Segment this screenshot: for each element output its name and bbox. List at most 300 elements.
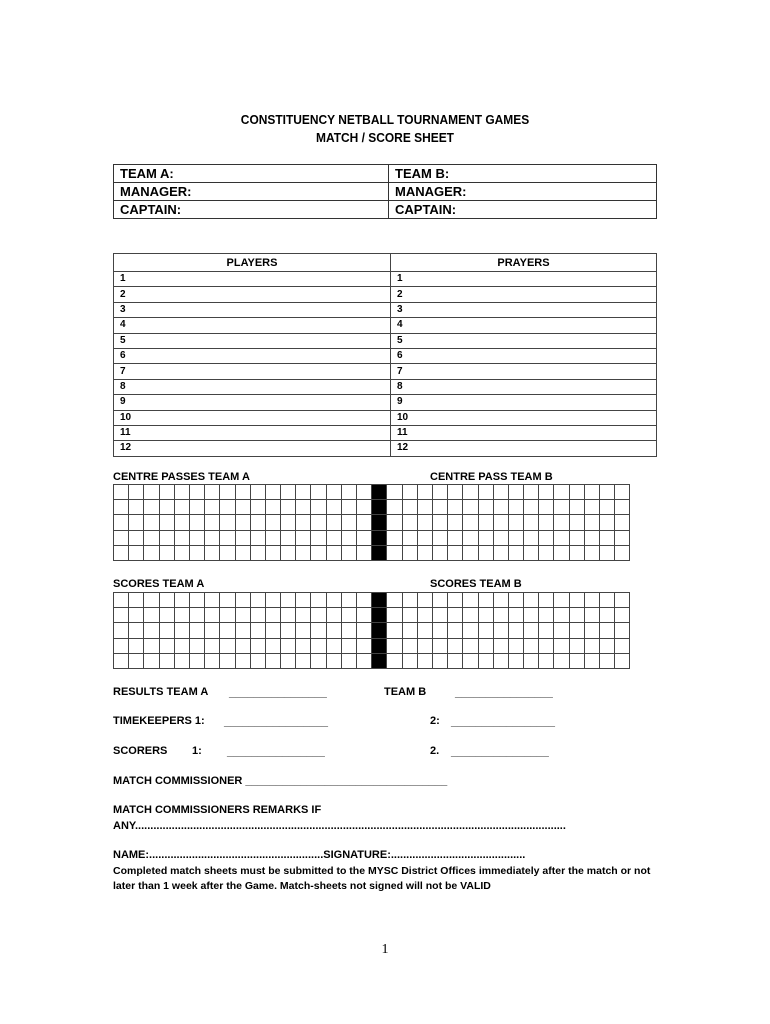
grid-cell[interactable]: [114, 653, 129, 668]
grid-cell[interactable]: [174, 500, 189, 515]
grid-cell[interactable]: [129, 653, 144, 668]
grid-cell[interactable]: [432, 485, 447, 500]
grid-cell[interactable]: [539, 608, 554, 623]
grid-cell[interactable]: [569, 515, 584, 530]
grid-cell[interactable]: [554, 530, 569, 545]
player-number-right[interactable]: 2: [391, 287, 657, 302]
grid-cell[interactable]: [539, 515, 554, 530]
grid-cell[interactable]: [220, 653, 235, 668]
grid-cell[interactable]: [311, 545, 326, 560]
grid-cell[interactable]: [144, 485, 159, 500]
grid-cell[interactable]: [357, 530, 372, 545]
player-number-right[interactable]: 6: [391, 348, 657, 363]
grid-cell[interactable]: [235, 545, 250, 560]
grid-cell[interactable]: [357, 593, 372, 608]
grid-cell[interactable]: [205, 500, 220, 515]
grid-cell[interactable]: [478, 593, 493, 608]
grid-cell[interactable]: [129, 623, 144, 638]
grid-cell[interactable]: [554, 485, 569, 500]
grid-cell[interactable]: [402, 623, 417, 638]
grid-cell[interactable]: [493, 530, 508, 545]
grid-cell[interactable]: [432, 653, 447, 668]
grid-cell[interactable]: [463, 593, 478, 608]
player-number-right[interactable]: 1: [391, 272, 657, 287]
grid-cell[interactable]: [524, 485, 539, 500]
grid-cell[interactable]: [174, 638, 189, 653]
grid-cell[interactable]: [524, 623, 539, 638]
grid-cell[interactable]: [463, 623, 478, 638]
grid-cell[interactable]: [478, 623, 493, 638]
grid-cell[interactable]: [326, 500, 341, 515]
grid-cell[interactable]: [235, 530, 250, 545]
grid-cell[interactable]: [554, 545, 569, 560]
grid-cell[interactable]: [402, 500, 417, 515]
grid-cell[interactable]: [250, 638, 265, 653]
grid-cell[interactable]: [205, 653, 220, 668]
grid-cell[interactable]: [311, 500, 326, 515]
grid-cell[interactable]: [144, 653, 159, 668]
grid-cell[interactable]: [129, 530, 144, 545]
grid-cell[interactable]: [387, 638, 402, 653]
grid-cell[interactable]: [539, 500, 554, 515]
grid-cell[interactable]: [341, 500, 356, 515]
grid-cell[interactable]: [387, 485, 402, 500]
grid-cell[interactable]: [493, 515, 508, 530]
grid-cell[interactable]: [311, 485, 326, 500]
grid-cell[interactable]: [402, 515, 417, 530]
grid-cell[interactable]: [584, 500, 599, 515]
grid-cell[interactable]: [311, 638, 326, 653]
grid-cell[interactable]: [189, 500, 204, 515]
grid-cell[interactable]: [189, 623, 204, 638]
grid-cell[interactable]: [615, 638, 630, 653]
grid-cell[interactable]: [311, 623, 326, 638]
grid-cell[interactable]: [539, 485, 554, 500]
grid-cell[interactable]: [448, 653, 463, 668]
grid-cell[interactable]: [114, 545, 129, 560]
grid-cell[interactable]: [311, 608, 326, 623]
grid-cell[interactable]: [463, 530, 478, 545]
grid-cell[interactable]: [114, 530, 129, 545]
grid-cell[interactable]: [235, 593, 250, 608]
grid-cell[interactable]: [189, 593, 204, 608]
grid-cell[interactable]: [205, 530, 220, 545]
grid-cell[interactable]: [144, 593, 159, 608]
grid-cell[interactable]: [296, 485, 311, 500]
grid-cell[interactable]: [220, 515, 235, 530]
grid-cell[interactable]: [220, 545, 235, 560]
grid-cell[interactable]: [311, 593, 326, 608]
player-number-left[interactable]: 12: [114, 441, 391, 456]
grid-cell[interactable]: [569, 530, 584, 545]
grid-cell[interactable]: [402, 653, 417, 668]
player-number-left[interactable]: 7: [114, 364, 391, 379]
grid-cell[interactable]: [402, 593, 417, 608]
grid-cell[interactable]: [493, 593, 508, 608]
grid-cell[interactable]: [357, 485, 372, 500]
grid-cell[interactable]: [524, 653, 539, 668]
grid-cell[interactable]: [600, 515, 615, 530]
player-number-right[interactable]: 7: [391, 364, 657, 379]
grid-cell[interactable]: [539, 530, 554, 545]
grid-cell[interactable]: [402, 485, 417, 500]
grid-cell[interactable]: [615, 623, 630, 638]
grid-cell[interactable]: [235, 485, 250, 500]
grid-cell[interactable]: [554, 500, 569, 515]
grid-cell[interactable]: [326, 515, 341, 530]
grid-cell[interactable]: [387, 530, 402, 545]
grid-cell[interactable]: [448, 638, 463, 653]
grid-cell[interactable]: [281, 638, 296, 653]
grid-cell[interactable]: [129, 608, 144, 623]
grid-cell[interactable]: [341, 623, 356, 638]
grid-cell[interactable]: [144, 623, 159, 638]
grid-cell[interactable]: [220, 485, 235, 500]
grid-cell[interactable]: [615, 608, 630, 623]
grid-cell[interactable]: [326, 545, 341, 560]
grid-cell[interactable]: [281, 653, 296, 668]
player-number-right[interactable]: 9: [391, 395, 657, 410]
player-number-right[interactable]: 11: [391, 425, 657, 440]
player-number-right[interactable]: 8: [391, 379, 657, 394]
grid-cell[interactable]: [524, 500, 539, 515]
grid-cell[interactable]: [402, 638, 417, 653]
grid-cell[interactable]: [402, 608, 417, 623]
player-number-left[interactable]: 3: [114, 302, 391, 317]
grid-cell[interactable]: [174, 545, 189, 560]
grid-cell[interactable]: [144, 638, 159, 653]
grid-cell[interactable]: [508, 608, 523, 623]
grid-cell[interactable]: [493, 623, 508, 638]
results-team-b-blank[interactable]: ________________: [455, 687, 553, 699]
grid-cell[interactable]: [265, 638, 280, 653]
grid-cell[interactable]: [250, 485, 265, 500]
grid-cell[interactable]: [524, 515, 539, 530]
grid-cell[interactable]: [569, 608, 584, 623]
grid-cell[interactable]: [144, 515, 159, 530]
grid-cell[interactable]: [205, 638, 220, 653]
grid-cell[interactable]: [432, 545, 447, 560]
grid-cell[interactable]: [508, 623, 523, 638]
grid-cell[interactable]: [250, 593, 265, 608]
grid-cell[interactable]: [296, 515, 311, 530]
grid-cell[interactable]: [508, 515, 523, 530]
grid-cell[interactable]: [235, 608, 250, 623]
grid-cell[interactable]: [493, 500, 508, 515]
grid-cell[interactable]: [159, 530, 174, 545]
grid-cell[interactable]: [129, 515, 144, 530]
grid-cell[interactable]: [524, 545, 539, 560]
grid-cell[interactable]: [432, 515, 447, 530]
grid-cell[interactable]: [554, 515, 569, 530]
grid-cell[interactable]: [584, 530, 599, 545]
grid-cell[interactable]: [159, 638, 174, 653]
grid-cell[interactable]: [448, 485, 463, 500]
grid-cell[interactable]: [508, 593, 523, 608]
grid-cell[interactable]: [189, 530, 204, 545]
grid-cell[interactable]: [265, 593, 280, 608]
grid-cell[interactable]: [524, 638, 539, 653]
grid-cell[interactable]: [554, 638, 569, 653]
grid-cell[interactable]: [205, 515, 220, 530]
grid-cell[interactable]: [584, 485, 599, 500]
grid-cell[interactable]: [584, 608, 599, 623]
grid-cell[interactable]: [600, 485, 615, 500]
grid-cell[interactable]: [417, 530, 432, 545]
grid-cell[interactable]: [265, 485, 280, 500]
grid-cell[interactable]: [402, 545, 417, 560]
player-number-left[interactable]: 2: [114, 287, 391, 302]
grid-cell[interactable]: [281, 500, 296, 515]
grid-cell[interactable]: [417, 515, 432, 530]
grid-cell[interactable]: [584, 623, 599, 638]
grid-cell[interactable]: [524, 593, 539, 608]
grid-cell[interactable]: [281, 593, 296, 608]
grid-cell[interactable]: [114, 593, 129, 608]
grid-cell[interactable]: [554, 593, 569, 608]
grid-cell[interactable]: [341, 638, 356, 653]
grid-cell[interactable]: [159, 545, 174, 560]
grid-cell[interactable]: [250, 515, 265, 530]
grid-cell[interactable]: [448, 530, 463, 545]
grid-cell[interactable]: [281, 545, 296, 560]
grid-cell[interactable]: [114, 623, 129, 638]
grid-cell[interactable]: [569, 638, 584, 653]
grid-cell[interactable]: [387, 515, 402, 530]
grid-cell[interactable]: [189, 515, 204, 530]
grid-cell[interactable]: [387, 500, 402, 515]
grid-cell[interactable]: [250, 500, 265, 515]
grid-cell[interactable]: [281, 608, 296, 623]
grid-cell[interactable]: [554, 623, 569, 638]
grid-cell[interactable]: [311, 515, 326, 530]
grid-cell[interactable]: [114, 485, 129, 500]
grid-cell[interactable]: [174, 485, 189, 500]
grid-cell[interactable]: [463, 500, 478, 515]
match-commissioner-line[interactable]: MATCH COMMISSIONER _________________________________: [113, 775, 448, 787]
remarks-line[interactable]: ANY.............................................................................................................................................: [113, 820, 566, 832]
grid-cell[interactable]: [615, 593, 630, 608]
grid-cell[interactable]: [326, 608, 341, 623]
grid-cell[interactable]: [387, 545, 402, 560]
grid-cell[interactable]: [341, 485, 356, 500]
grid-cell[interactable]: [159, 593, 174, 608]
grid-cell[interactable]: [189, 653, 204, 668]
player-number-left[interactable]: 1: [114, 272, 391, 287]
grid-cell[interactable]: [417, 485, 432, 500]
grid-cell[interactable]: [569, 593, 584, 608]
grid-cell[interactable]: [296, 530, 311, 545]
grid-cell[interactable]: [357, 608, 372, 623]
grid-cell[interactable]: [357, 500, 372, 515]
grid-cell[interactable]: [205, 623, 220, 638]
grid-cell[interactable]: [463, 608, 478, 623]
grid-cell[interactable]: [341, 530, 356, 545]
grid-cell[interactable]: [615, 653, 630, 668]
player-number-left[interactable]: 11: [114, 425, 391, 440]
grid-cell[interactable]: [584, 638, 599, 653]
grid-cell[interactable]: [402, 530, 417, 545]
grid-cell[interactable]: [448, 545, 463, 560]
grid-cell[interactable]: [235, 515, 250, 530]
player-number-left[interactable]: 9: [114, 395, 391, 410]
grid-cell[interactable]: [463, 545, 478, 560]
grid-cell[interactable]: [357, 653, 372, 668]
grid-cell[interactable]: [296, 623, 311, 638]
grid-cell[interactable]: [205, 593, 220, 608]
grid-cell[interactable]: [387, 608, 402, 623]
grid-cell[interactable]: [584, 545, 599, 560]
grid-cell[interactable]: [615, 500, 630, 515]
grid-cell[interactable]: [600, 653, 615, 668]
grid-cell[interactable]: [584, 653, 599, 668]
grid-cell[interactable]: [508, 653, 523, 668]
grid-cell[interactable]: [493, 653, 508, 668]
player-number-right[interactable]: 10: [391, 410, 657, 425]
grid-cell[interactable]: [159, 653, 174, 668]
grid-cell[interactable]: [600, 623, 615, 638]
grid-cell[interactable]: [235, 638, 250, 653]
grid-cell[interactable]: [114, 638, 129, 653]
grid-cell[interactable]: [129, 485, 144, 500]
grid-cell[interactable]: [508, 638, 523, 653]
grid-cell[interactable]: [129, 638, 144, 653]
grid-cell[interactable]: [584, 593, 599, 608]
grid-cell[interactable]: [539, 623, 554, 638]
grid-cell[interactable]: [265, 530, 280, 545]
grid-cell[interactable]: [524, 608, 539, 623]
grid-cell[interactable]: [296, 638, 311, 653]
grid-cell[interactable]: [615, 545, 630, 560]
grid-cell[interactable]: [250, 530, 265, 545]
grid-cell[interactable]: [311, 530, 326, 545]
grid-cell[interactable]: [159, 515, 174, 530]
grid-cell[interactable]: [584, 515, 599, 530]
grid-cell[interactable]: [448, 623, 463, 638]
grid-cell[interactable]: [357, 515, 372, 530]
grid-cell[interactable]: [493, 485, 508, 500]
player-number-right[interactable]: 4: [391, 318, 657, 333]
grid-cell[interactable]: [174, 608, 189, 623]
grid-cell[interactable]: [189, 485, 204, 500]
grid-cell[interactable]: [387, 653, 402, 668]
grid-cell[interactable]: [114, 500, 129, 515]
grid-cell[interactable]: [463, 515, 478, 530]
grid-cell[interactable]: [235, 623, 250, 638]
grid-cell[interactable]: [296, 608, 311, 623]
grid-cell[interactable]: [296, 545, 311, 560]
grid-cell[interactable]: [296, 653, 311, 668]
grid-cell[interactable]: [493, 608, 508, 623]
grid-cell[interactable]: [508, 530, 523, 545]
grid-cell[interactable]: [174, 515, 189, 530]
grid-cell[interactable]: [189, 638, 204, 653]
grid-cell[interactable]: [326, 623, 341, 638]
player-number-right[interactable]: 5: [391, 333, 657, 348]
grid-cell[interactable]: [508, 485, 523, 500]
grid-cell[interactable]: [144, 530, 159, 545]
grid-cell[interactable]: [448, 500, 463, 515]
grid-cell[interactable]: [144, 545, 159, 560]
grid-cell[interactable]: [493, 545, 508, 560]
grid-cell[interactable]: [220, 623, 235, 638]
results-team-a-blank[interactable]: ________________: [229, 687, 327, 699]
grid-cell[interactable]: [600, 500, 615, 515]
player-number-left[interactable]: 8: [114, 379, 391, 394]
grid-cell[interactable]: [114, 608, 129, 623]
grid-cell[interactable]: [417, 593, 432, 608]
grid-cell[interactable]: [432, 623, 447, 638]
grid-cell[interactable]: [432, 608, 447, 623]
grid-cell[interactable]: [463, 485, 478, 500]
grid-cell[interactable]: [600, 530, 615, 545]
name-signature-line[interactable]: NAME:.........................................................SIGNATURE:............................................: [113, 849, 526, 861]
grid-cell[interactable]: [615, 530, 630, 545]
grid-cell[interactable]: [341, 608, 356, 623]
grid-cell[interactable]: [341, 653, 356, 668]
scorer-2-blank[interactable]: ________________: [451, 746, 549, 758]
grid-cell[interactable]: [539, 545, 554, 560]
player-number-right[interactable]: 3: [391, 302, 657, 317]
grid-cell[interactable]: [387, 623, 402, 638]
grid-cell[interactable]: [174, 593, 189, 608]
grid-cell[interactable]: [189, 608, 204, 623]
grid-cell[interactable]: [220, 608, 235, 623]
grid-cell[interactable]: [174, 653, 189, 668]
grid-cell[interactable]: [326, 593, 341, 608]
grid-cell[interactable]: [357, 638, 372, 653]
grid-cell[interactable]: [417, 545, 432, 560]
grid-cell[interactable]: [569, 485, 584, 500]
scorer-1-blank[interactable]: ________________: [227, 746, 325, 758]
grid-cell[interactable]: [341, 593, 356, 608]
grid-cell[interactable]: [296, 593, 311, 608]
grid-cell[interactable]: [220, 593, 235, 608]
grid-cell[interactable]: [615, 515, 630, 530]
grid-cell[interactable]: [159, 485, 174, 500]
grid-cell[interactable]: [174, 623, 189, 638]
grid-cell[interactable]: [326, 653, 341, 668]
grid-cell[interactable]: [129, 593, 144, 608]
grid-cell[interactable]: [265, 545, 280, 560]
grid-cell[interactable]: [129, 545, 144, 560]
player-number-left[interactable]: 4: [114, 318, 391, 333]
grid-cell[interactable]: [326, 638, 341, 653]
grid-cell[interactable]: [357, 623, 372, 638]
grid-cell[interactable]: [615, 485, 630, 500]
grid-cell[interactable]: [539, 593, 554, 608]
grid-cell[interactable]: [417, 608, 432, 623]
grid-cell[interactable]: [250, 545, 265, 560]
timekeeper-2-blank[interactable]: _________________: [451, 716, 556, 728]
player-number-left[interactable]: 6: [114, 348, 391, 363]
grid-cell[interactable]: [432, 500, 447, 515]
grid-cell[interactable]: [493, 638, 508, 653]
grid-cell[interactable]: [508, 500, 523, 515]
grid-cell[interactable]: [448, 593, 463, 608]
grid-cell[interactable]: [311, 653, 326, 668]
grid-cell[interactable]: [478, 530, 493, 545]
grid-cell[interactable]: [463, 638, 478, 653]
grid-cell[interactable]: [448, 515, 463, 530]
player-number-left[interactable]: 10: [114, 410, 391, 425]
player-number-left[interactable]: 5: [114, 333, 391, 348]
grid-cell[interactable]: [432, 530, 447, 545]
grid-cell[interactable]: [326, 530, 341, 545]
grid-cell[interactable]: [600, 545, 615, 560]
grid-cell[interactable]: [296, 500, 311, 515]
grid-cell[interactable]: [600, 608, 615, 623]
